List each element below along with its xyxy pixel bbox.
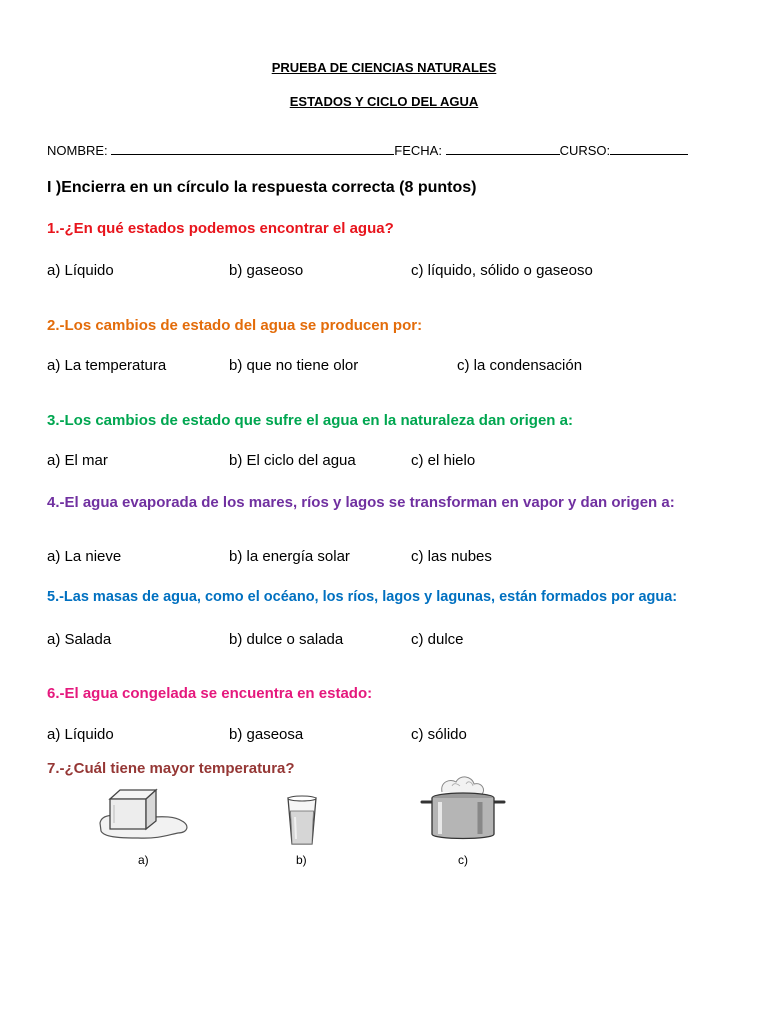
question-2-option-c[interactable]: c) la condensación	[457, 357, 583, 374]
fecha-field[interactable]	[446, 143, 560, 155]
question-3: 3.-Los cambios de estado que sufre el agua en la naturaleza dan origen a:	[47, 412, 573, 429]
question-2: 2.-Los cambios de estado del agua se producen por:	[47, 317, 423, 334]
question-6-option-c[interactable]: c) sólido	[411, 726, 467, 743]
question-2-option-b[interactable]: b) que no tiene olor	[229, 357, 359, 374]
nombre-label: NOMBRE:	[47, 143, 108, 158]
glass-of-water-icon[interactable]	[285, 795, 319, 847]
question-5: 5.-Las masas de agua, como el océano, los ríos, lagos y lagunas, están formados por agua:	[47, 589, 678, 605]
student-info-line	[47, 143, 688, 158]
question-4: 4.-El agua evaporada de los mares, ríos y lagos se transforman en vapor y dan origen a:	[47, 494, 675, 511]
instructions: I )Encierra en un círculo la respuesta correcta (8 puntos)	[47, 179, 477, 196]
page-subtitle: ESTADOS Y CICLO DEL AGUA	[289, 94, 479, 109]
question-7-caption-a: a)	[138, 853, 149, 867]
melting-ice-cube-icon[interactable]	[98, 785, 190, 841]
question-4-option-a[interactable]: a) La nieve	[47, 548, 122, 565]
question-3-option-b[interactable]: b) El ciclo del agua	[229, 452, 356, 469]
question-1-option-c[interactable]: c) líquido, sólido o gaseoso	[411, 262, 593, 279]
question-7: 7.-¿Cuál tiene mayor temperatura?	[47, 760, 295, 777]
curso-field[interactable]	[610, 143, 688, 155]
question-5-option-b[interactable]: b) dulce o salada	[229, 631, 344, 648]
question-5-option-c[interactable]: c) dulce	[411, 631, 464, 648]
question-6-option-a[interactable]: a) Líquido	[47, 726, 114, 743]
question-3-option-c[interactable]: c) el hielo	[411, 452, 476, 469]
question-7-caption-c: c)	[458, 853, 468, 867]
question-1-option-a[interactable]: a) Líquido	[47, 262, 114, 279]
steaming-pot-icon[interactable]	[418, 772, 508, 844]
question-6: 6.-El agua congelada se encuentra en estado:	[47, 685, 373, 702]
question-2-option-a[interactable]: a) La temperatura	[47, 357, 167, 374]
curso-label: CURSO:	[559, 143, 611, 158]
page-title: PRUEBA DE CIENCIAS NATURALES	[271, 60, 497, 75]
question-1: 1.-¿En qué estados podemos encontrar el agua?	[47, 220, 394, 237]
question-3-option-a[interactable]: a) El mar	[47, 452, 108, 469]
fecha-label: FECHA:	[394, 143, 442, 158]
question-1-option-b[interactable]: b) gaseoso	[229, 262, 304, 279]
nombre-field[interactable]	[111, 143, 394, 155]
question-5-option-a[interactable]: a) Salada	[47, 631, 112, 648]
question-6-option-b[interactable]: b) gaseosa	[229, 726, 304, 743]
question-4-option-c[interactable]: c) las nubes	[411, 548, 492, 565]
question-7-caption-b: b)	[296, 853, 307, 867]
question-4-option-b[interactable]: b) la energía solar	[229, 548, 350, 565]
